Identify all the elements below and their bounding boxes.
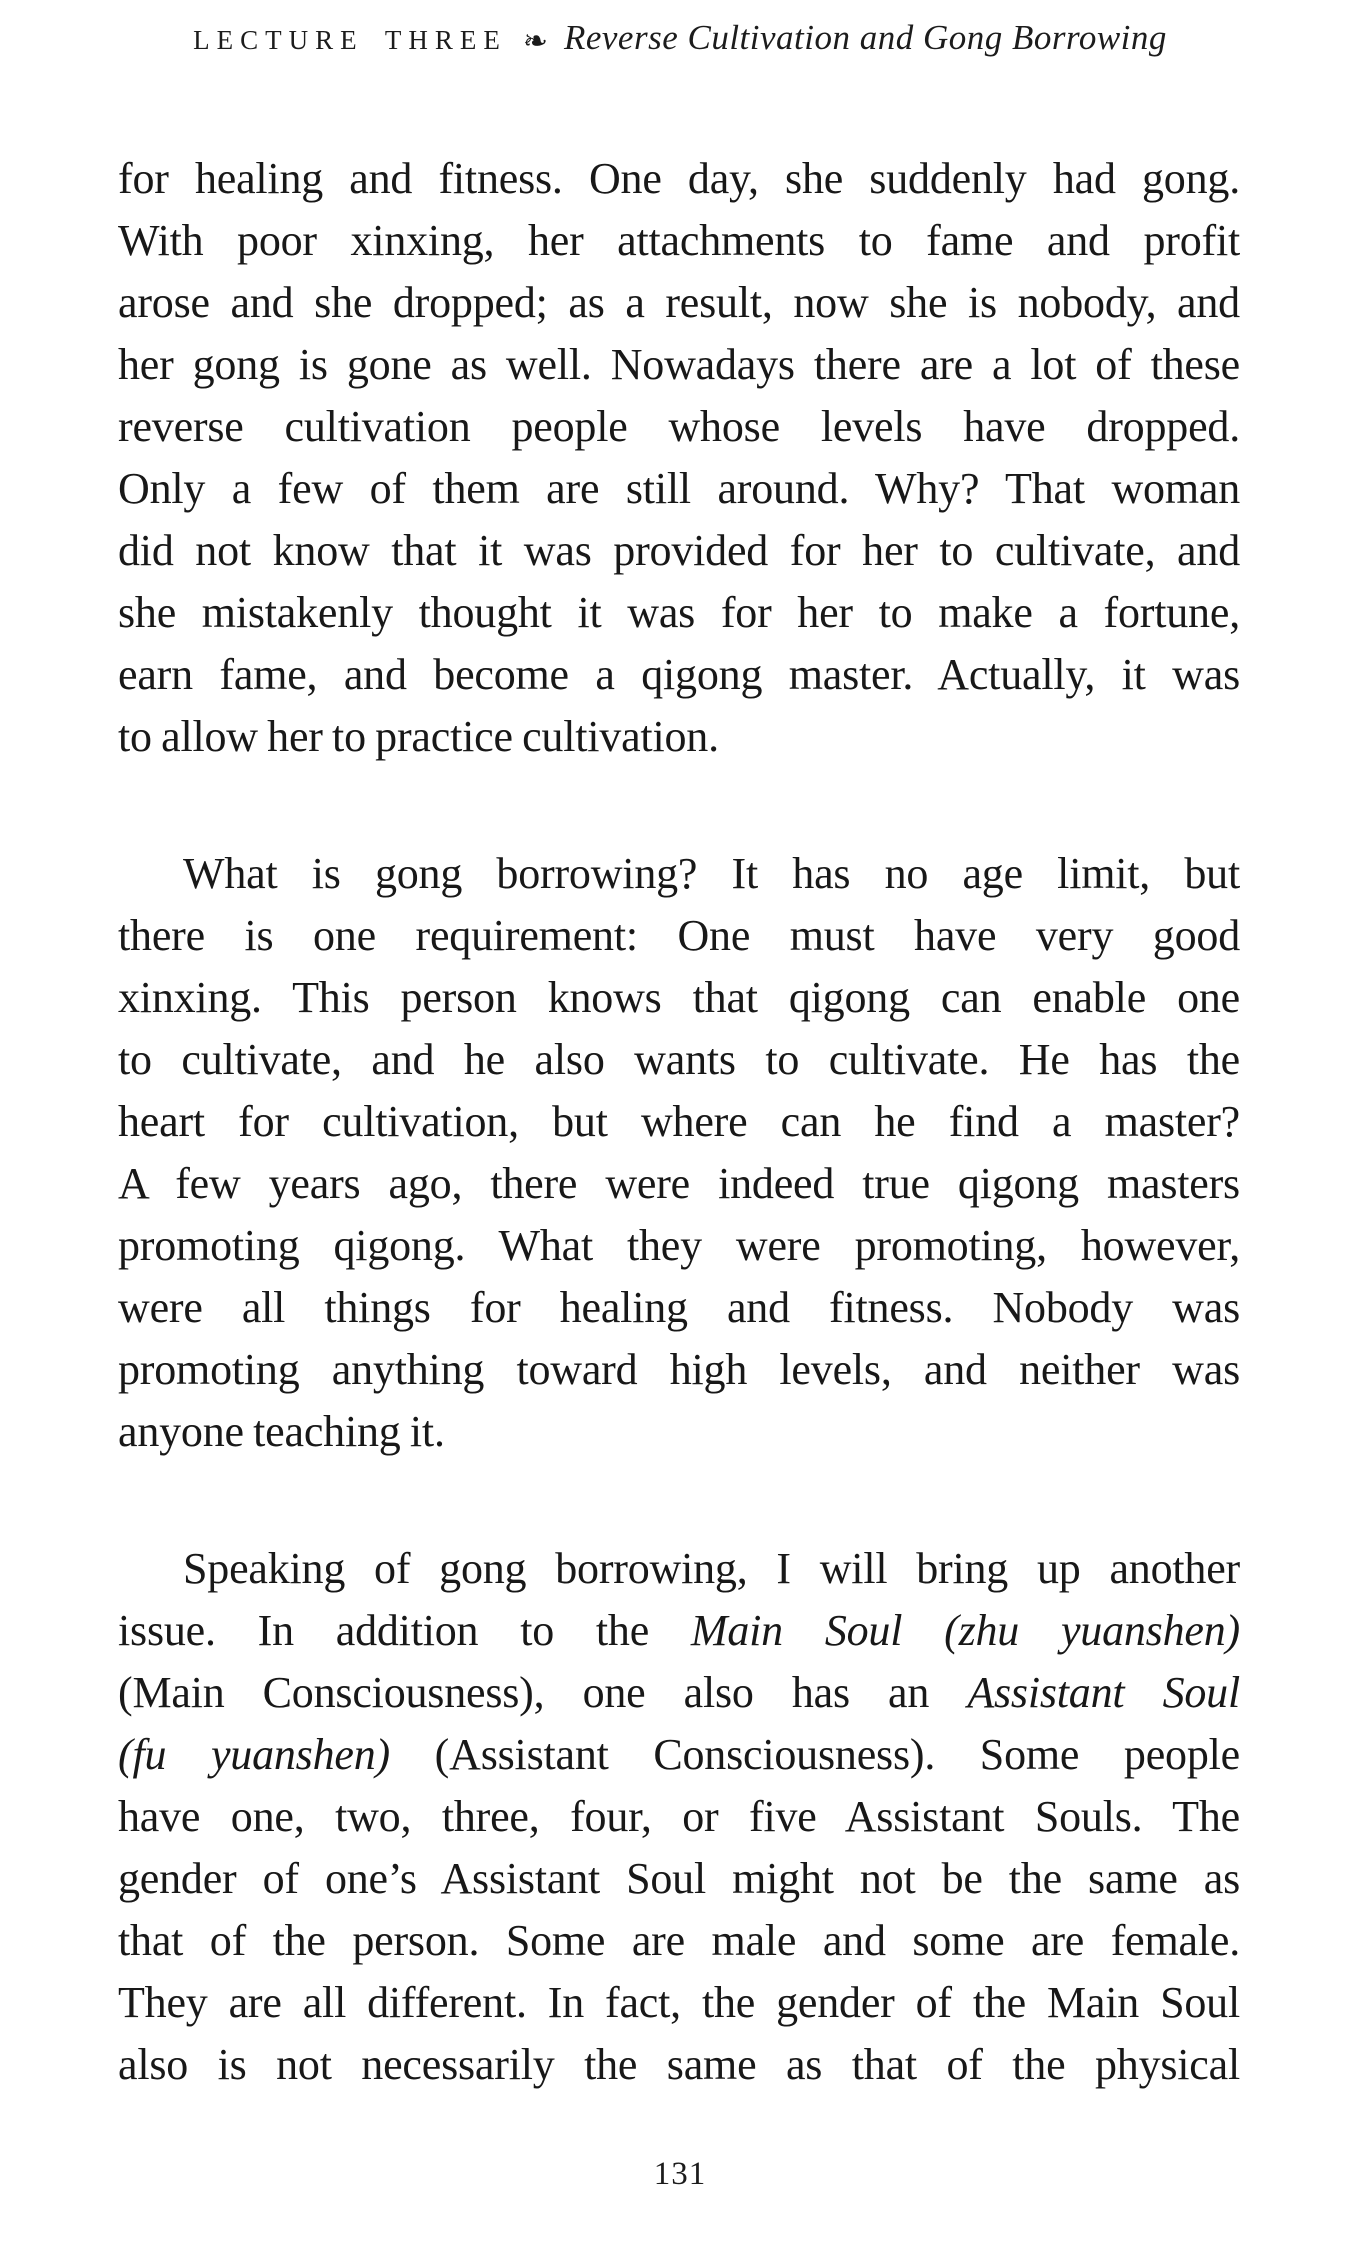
text-run: promoting anything toward high levels, and neither was xyxy=(118,1345,1240,1394)
text-line xyxy=(118,1029,1240,1091)
text-line xyxy=(118,1153,1240,1215)
text-line xyxy=(118,334,1240,396)
text-line xyxy=(118,1662,1240,1724)
text-line xyxy=(118,1786,1240,1848)
paragraph xyxy=(118,1538,1240,2096)
text-line xyxy=(118,582,1240,644)
text-line xyxy=(118,396,1240,458)
text-run: have one, two, three, four, or five Assistant Souls. The xyxy=(118,1792,1240,1841)
text-run: xinxing. This person knows that qigong can enable one xyxy=(118,973,1240,1022)
text-run: there is one requirement: One must have very good xyxy=(118,911,1240,960)
paragraph xyxy=(118,148,1240,768)
text-line xyxy=(118,1972,1240,2034)
text-run: she mistakenly thought it was for her to make a fortune, xyxy=(118,588,1240,637)
text-run: issue. In addition to the xyxy=(118,1606,691,1655)
text-run: Speaking of gong borrowing, I will bring up another xyxy=(183,1544,1240,1593)
paragraph xyxy=(118,843,1240,1463)
text-run: What is gong borrowing? It has no age limit, but xyxy=(183,849,1240,898)
text-line xyxy=(118,967,1240,1029)
text-run: did not know that it was provided for her to cultivate, and xyxy=(118,526,1240,575)
text-run: They are all different. In fact, the gender of the Main Soul xyxy=(118,1978,1240,2027)
text-line xyxy=(118,706,1240,768)
text-line xyxy=(118,1538,1240,1600)
text-run: were all things for healing and fitness. Nobody was xyxy=(118,1283,1240,1332)
text-line xyxy=(118,210,1240,272)
page-number: 131 xyxy=(653,2156,707,2192)
italic-term: (fu yuanshen) xyxy=(118,1730,390,1779)
text-run: (Main Consciousness), one also has an xyxy=(118,1668,968,1717)
text-run: (Assistant Consciousness). Some people xyxy=(390,1730,1240,1779)
text-line xyxy=(118,2034,1240,2096)
text-run: that of the person. Some are male and some are female. xyxy=(118,1916,1240,1965)
text-line xyxy=(118,1215,1240,1277)
text-line xyxy=(118,1277,1240,1339)
text-line xyxy=(118,520,1240,582)
text-run: also is not necessarily the same as that of the physical xyxy=(118,2040,1240,2089)
italic-term: (zhu yuanshen) xyxy=(944,1606,1240,1655)
lecture-label: LECTURE THREE xyxy=(193,25,507,55)
text-line xyxy=(118,272,1240,334)
text-line xyxy=(118,1724,1240,1786)
text-run: earn fame, and become a qigong master. Actually, it was xyxy=(118,650,1240,699)
italic-term: Assistant Soul xyxy=(967,1668,1240,1717)
text-line xyxy=(118,458,1240,520)
text-line xyxy=(118,905,1240,967)
text-run: her gong is gone as well. Nowadays there are a lot of these xyxy=(118,340,1240,389)
text-line xyxy=(118,1600,1240,1662)
text-run: With poor xinxing, her attachments to fame and profit xyxy=(118,216,1240,265)
text-run: to allow her to practice cultivation. xyxy=(118,712,719,761)
text-run: heart for cultivation, but where can he find a master? xyxy=(118,1097,1240,1146)
text-line xyxy=(118,644,1240,706)
text-line xyxy=(118,843,1240,905)
text-run: gender of one’s Assistant Soul might not be the same as xyxy=(118,1854,1240,1903)
text-run xyxy=(902,1606,944,1655)
text-run: Only a few of them are still around. Why? That woman xyxy=(118,464,1240,513)
text-line xyxy=(118,1339,1240,1401)
text-run: for healing and fitness. One day, she suddenly had gong. xyxy=(118,154,1240,203)
text-run: anyone teaching it. xyxy=(118,1407,445,1456)
text-line xyxy=(118,148,1240,210)
text-line xyxy=(118,1910,1240,1972)
chapter-title: Reverse Cultivation and Gong Borrowing xyxy=(563,18,1167,57)
italic-term: Main Soul xyxy=(690,1606,903,1655)
text-run: A few years ago, there were indeed true qigong masters xyxy=(118,1159,1240,1208)
text-run: promoting qigong. What they were promoting, however, xyxy=(118,1221,1240,1270)
running-header xyxy=(0,18,1360,58)
text-line xyxy=(118,1091,1240,1153)
text-line xyxy=(118,1401,1240,1463)
text-run: to cultivate, and he also wants to cultivate. He has the xyxy=(118,1035,1240,1084)
text-line xyxy=(118,1848,1240,1910)
text-run: reverse cultivation people whose levels have dropped. xyxy=(118,402,1240,451)
body-text xyxy=(118,148,1240,2096)
fleuron-leaf-icon: ❧ xyxy=(522,24,548,59)
text-run: arose and she dropped; as a result, now she is nobody, and xyxy=(118,278,1240,327)
